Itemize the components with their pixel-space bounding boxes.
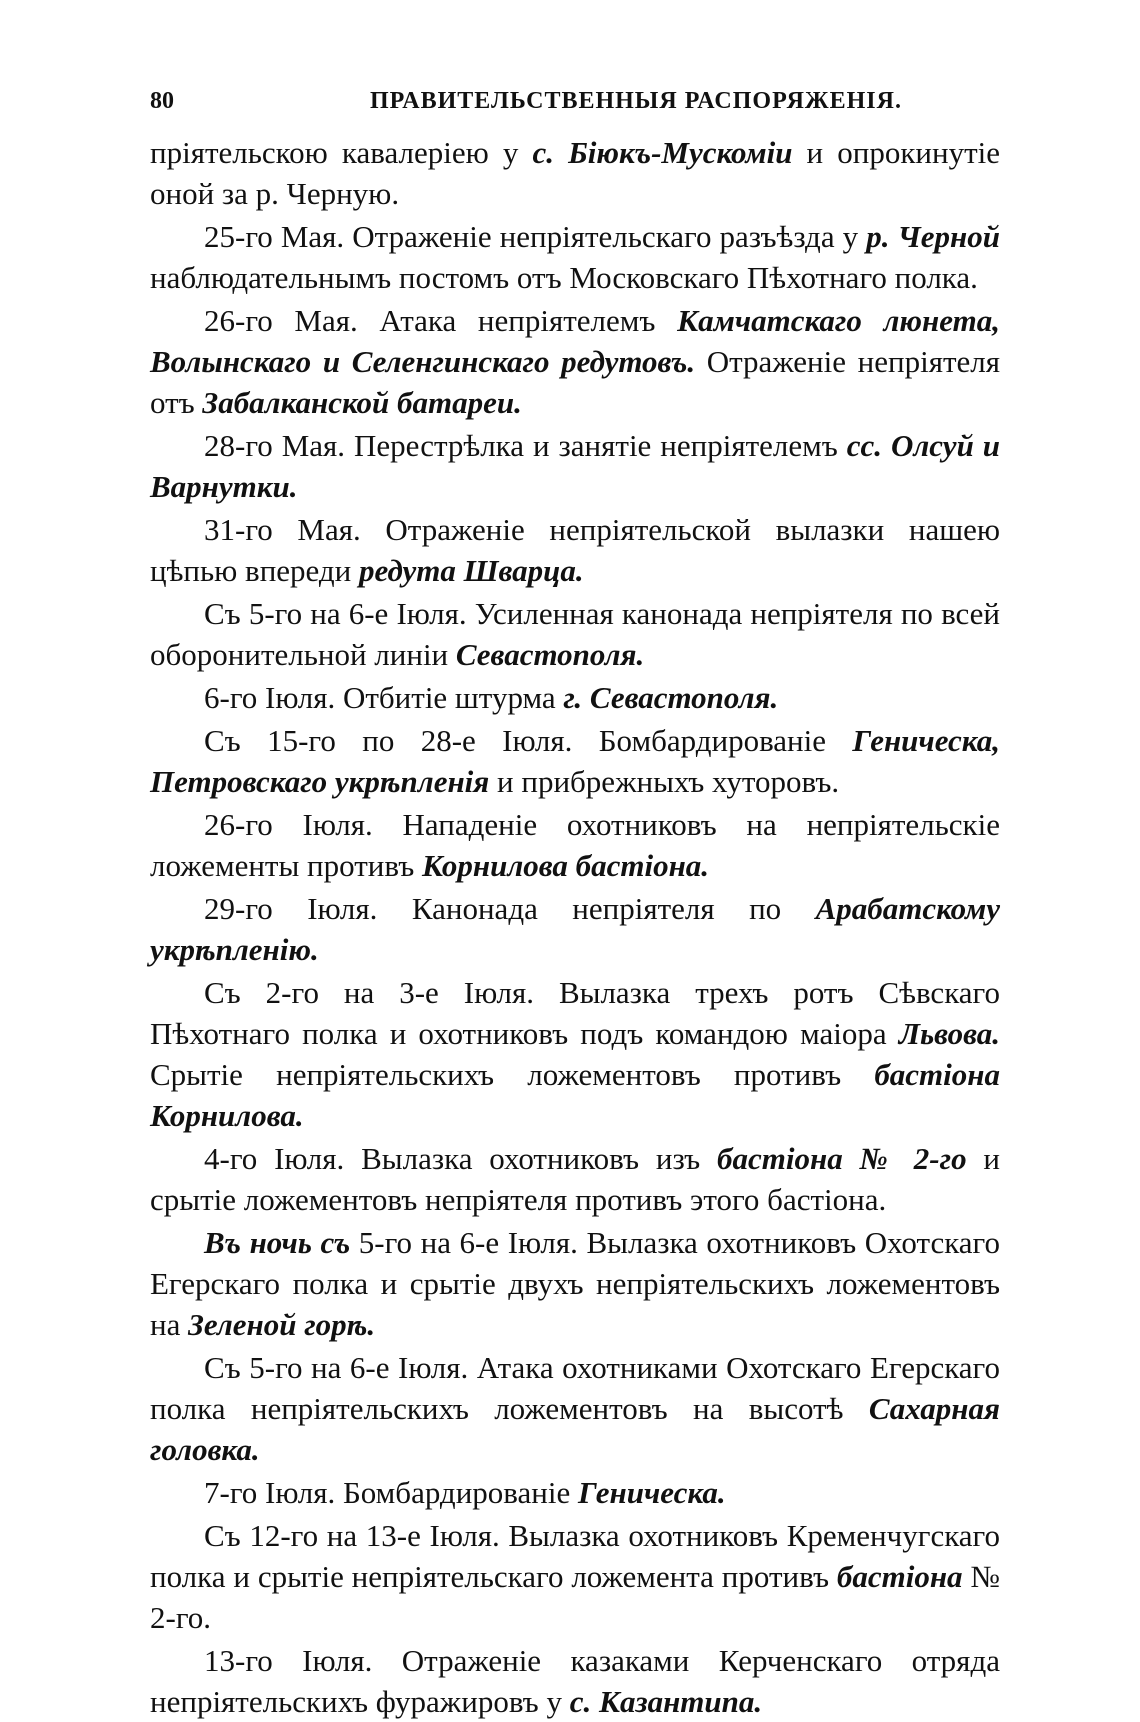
entry-place: г. Севастополя. (563, 680, 779, 715)
text-entry (150, 720, 1000, 802)
text-entry (150, 132, 1000, 214)
page-number: 80 (150, 88, 174, 114)
entry-text: и прибрежныхъ хуторовъ. (489, 764, 840, 799)
entry-person: Львова. (898, 1016, 1000, 1051)
text-entry (150, 888, 1000, 970)
entry-date: 28-го Мая. (204, 428, 346, 463)
entry-date: 26-го Іюля. (204, 807, 373, 842)
entry-date: Съ 12-го на 13-е Іюля. (204, 1518, 500, 1553)
entry-text: Отраженіе казаками Керченскаго отряда непріятельскихъ фуражировъ у (150, 1643, 1000, 1719)
entry-place: Забалканской батареи. (202, 385, 522, 420)
entry-date: 31-го Мая. (204, 512, 361, 547)
entry-text: Нападеніе охотниковъ на непріятельскіе ложементы противъ (150, 807, 1000, 883)
entry-place: Арабатскому укрѣпленію. (150, 891, 1000, 967)
entry-place: Геническа. (577, 1475, 726, 1510)
page-header (150, 80, 1000, 132)
text-entry (150, 216, 1000, 298)
entry-text: Канонада непріятеля по (377, 891, 816, 926)
entry-date: 13-го Іюля. (204, 1643, 373, 1678)
entry-place: Камчатскаго люнета, Волынскаго и Селенгинскаго редутовъ. (150, 303, 1000, 379)
running-head: ПРАВИТЕЛЬСТВЕННЫЯ РАСПОРЯЖЕНІЯ. (370, 88, 902, 114)
entry-text: Отраженіе непріятельскаго разъѣзда у (344, 219, 867, 254)
entry-place: Сахарная головка. (150, 1391, 1000, 1467)
entry-text: Перестрѣлка и занятіе непріятелемъ (345, 428, 847, 463)
entry-date: 7-го Іюля. (204, 1475, 336, 1510)
entry-date: 5-го на 6-е Іюля. (350, 1225, 578, 1260)
entry-place: р. Черной (866, 219, 1000, 254)
entry-date: 29-го Іюля. (204, 891, 378, 926)
entry-date: 6-го Іюля. (204, 680, 336, 715)
entry-date: Съ 15-го по 28-е Іюля. (204, 723, 573, 758)
entry-date: 26-го Мая. (204, 303, 358, 338)
text-entry (150, 593, 1000, 675)
entry-text: Вылазка охотниковъ Кременчугскаго полка и срытіе непріятельскаго ложемента противъ (150, 1518, 1000, 1594)
text-entry (150, 677, 1000, 718)
entry-text: Вылазка охотниковъ Охотскаго Егерскаго полка и срытіе двухъ непріятельскихъ ложементовъ на (150, 1225, 1000, 1342)
entry-place: с. Біюкъ-Мускоміи (532, 135, 793, 170)
text-entry (150, 1222, 1000, 1345)
entry-text: Отраженіе непріятельской вылазки нашею цѣпью впереди (150, 512, 1000, 588)
entry-place: с. Казантипа. (569, 1684, 763, 1719)
entry-text: наблюдательнымъ постомъ отъ Московскаго Пѣхотнаго полка. (150, 260, 978, 295)
entry-place: бастіона № 2-го (717, 1141, 967, 1176)
entry-text: Отбитіе штурма (335, 680, 564, 715)
entry-place: бастіона (836, 1559, 963, 1594)
text-entry (150, 972, 1000, 1136)
entry-text: пріятельскою кавалеріею у (150, 135, 533, 170)
text-entry (150, 804, 1000, 886)
entry-text: Бомбардированіе (572, 723, 853, 758)
entry-date: Съ 5-го на 6-е Іюля. (204, 596, 467, 631)
entry-date: Съ 5-го на 6-е Іюля. (204, 1350, 469, 1385)
document-page (150, 80, 1000, 1722)
entry-text: Срытіе непріятельскихъ ложементовъ противъ (150, 1057, 875, 1092)
entry-text: Атака непріятелемъ (357, 303, 678, 338)
entry-place: Геническа, Петровскаго укрѣпленія (150, 723, 1000, 799)
entry-date: 4-го Іюля. (204, 1141, 345, 1176)
text-entry (150, 1347, 1000, 1470)
text-entry (150, 1472, 1000, 1513)
entry-text: Вылазка трехъ ротъ Сѣвскаго Пѣхотнаго полка и охотниковъ подъ командою маіора (150, 975, 1000, 1051)
entry-date: 25-го Мая. (204, 219, 345, 254)
entry-place: Корнилова бастіона. (422, 848, 710, 883)
entry-text: № 2-го. (150, 1559, 1001, 1635)
text-entry (150, 1640, 1000, 1722)
entry-text: и срытіе ложементовъ непріятеля противъ этого бастіона. (150, 1141, 1000, 1217)
entry-place: Зеленой горѣ. (188, 1307, 376, 1342)
entry-text: Бомбардированіе (335, 1475, 578, 1510)
entry-place: бастіона Корнилова. (150, 1057, 1000, 1133)
entry-text: Усиленная канонада непріятеля по всей оборонительной линіи (150, 596, 1001, 672)
text-entry (150, 300, 1000, 423)
entry-text: и опрокинутіе оной за р. Черную. (150, 135, 1000, 211)
text-entry (150, 509, 1000, 591)
entry-place: Севастополя. (455, 637, 645, 672)
entry-text: Вылазка охотниковъ изъ (344, 1141, 718, 1176)
entry-place: сс. Олсуй и Варнутки. (150, 428, 1001, 504)
entry-place: редута Шварца. (359, 553, 584, 588)
text-entry (150, 1515, 1000, 1638)
text-entry (150, 1138, 1000, 1220)
text-entry (150, 425, 1000, 507)
entry-text: Атака охотниками Охотскаго Егерскаго полка непріятельскихъ ложементовъ на высотѣ (150, 1350, 1001, 1426)
entry-text: Отраженіе непріятеля отъ (150, 344, 1001, 420)
entry-lead: Въ ночь съ (204, 1225, 351, 1260)
entry-date: Съ 2-го на 3-е Іюля. (204, 975, 534, 1010)
